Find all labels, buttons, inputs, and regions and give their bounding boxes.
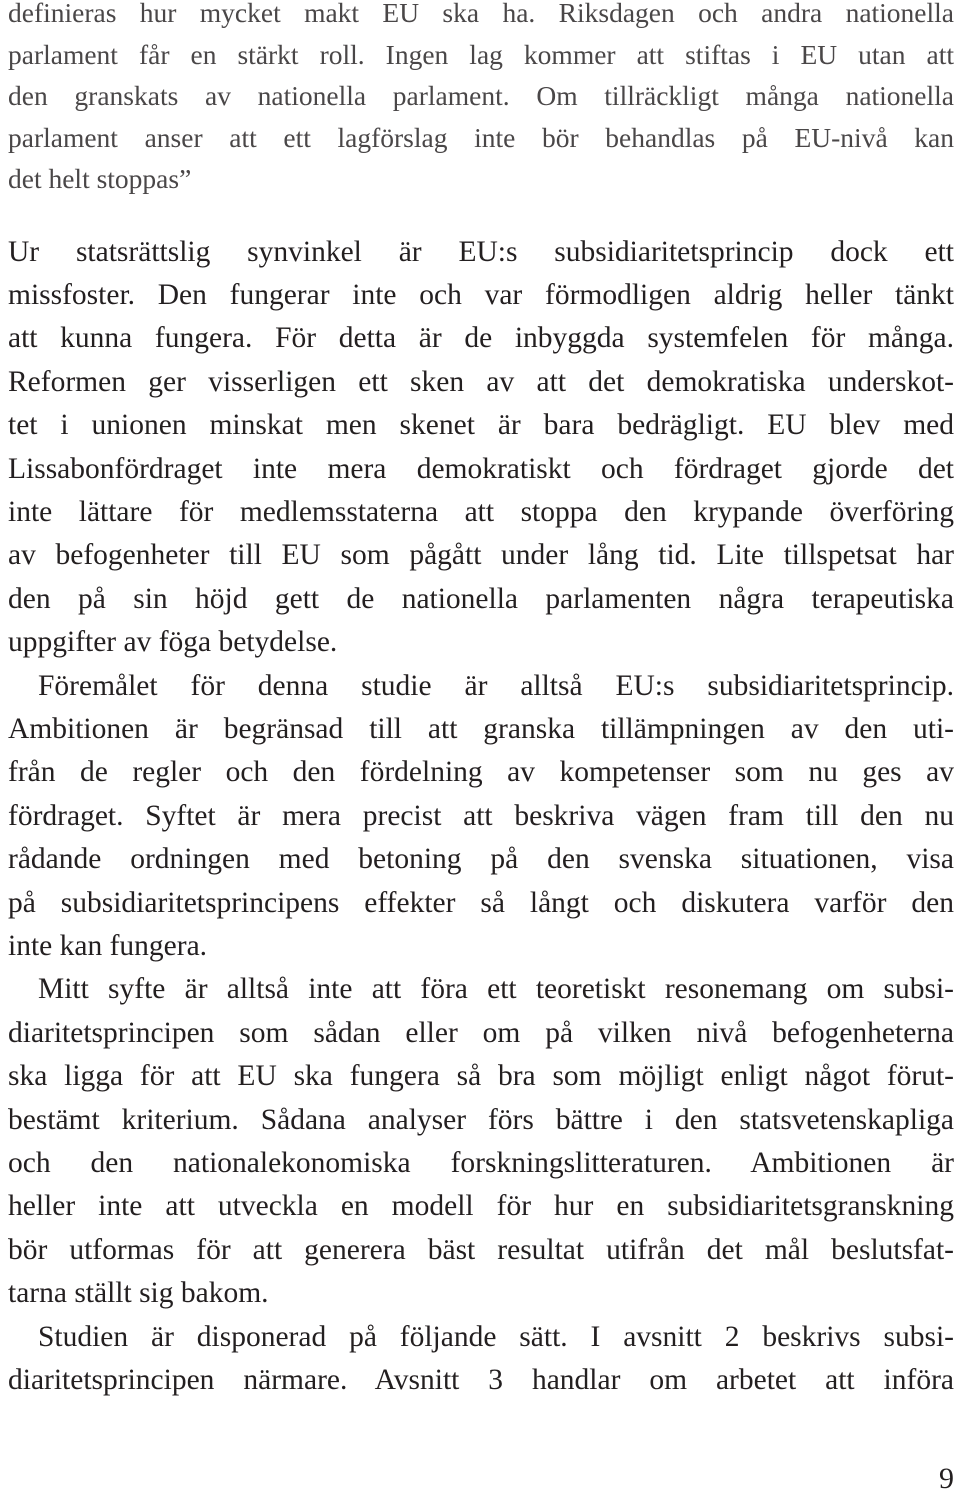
text-line: och den nationalekonomiska forskningslitteraturen. Ambitionen är [8,1147,954,1180]
text-line: heller inte att utveckla en modell för hur en subsidiaritetsgranskning [8,1190,954,1223]
document-page [8,0,954,1402]
paragraph [8,968,954,1315]
text-line: Ambitionen är begränsad till att granska tillämpningen av den uti- [8,712,954,745]
text-line: missfoster. Den fungerar inte och var förmodligen aldrig heller tänkt [8,278,954,311]
text-line: att kunna fungera. För detta är de inbyggda systemfelen för många. [8,322,954,355]
paragraph [8,665,954,969]
text-line: från de regler och den fördelning av kompetenser som nu ges av [8,756,954,789]
block-quote [8,0,954,200]
text-line: Lissabonfördraget inte mera demokratiskt och fördraget gjorde det [8,452,954,485]
quote-line: parlament får en stärkt roll. Ingen lag kommer att stiftas i EU utan att [8,38,954,70]
paragraph [8,231,954,665]
text-line: på subsidiaritetsprincipens effekter så långt och diskutera varför den [8,886,954,919]
text-line: av befogenheter till EU som pågått under lång tid. Lite tillspetsat har [8,539,954,572]
text-line: bör utformas för att generera bäst resultat utifrån det mål beslutsfat- [8,1233,954,1266]
text-line: ska ligga för att EU ska fungera så bra som möjligt enligt något förut- [8,1060,954,1093]
paragraph [8,1316,954,1403]
quote-line: definieras hur mycket makt EU ska ha. Riksdagen och andra nationella [8,0,954,28]
text-line: diaritetsprincipen som sådan eller om på vilken nivå befogenheterna [8,1016,954,1049]
text-line: Studien är disponerad på följande sätt. I avsnitt 2 beskrivs subsi- [38,1320,954,1353]
text-line: uppgifter av föga betydelse. [8,626,338,659]
text-line: tarna ställt sig bakom. [8,1277,269,1310]
body-text [8,231,954,1403]
text-line: tet i unionen minskat men skenet är bara bedrägligt. EU blev med [8,409,954,442]
text-line: fördraget. Syftet är mera precist att beskriva vägen fram till den nu [8,799,954,832]
text-line: inte lättare för medlemsstaterna att stoppa den krypande överföring [8,495,954,528]
text-line: rådande ordningen med betoning på den svenska situationen, visa [8,843,954,876]
text-line: Reformen ger visserligen ett sken av att det demokratiska underskot- [8,365,954,398]
quote-line: parlament anser att ett lagförslag inte bör behandlas på EU-nivå kan [8,121,954,153]
text-line: den på sin höjd gett de nationella parlamenten några terapeutiska [8,582,954,615]
page-number: 9 [939,1462,954,1495]
text-line: Mitt syfte är alltså inte att föra ett teoretiskt resonemang om subsi- [38,973,954,1006]
text-line: Ur statsrättslig synvinkel är EU:s subsidiaritetsprincip dock ett [8,235,954,268]
text-line: inte kan fungera. [8,930,208,962]
text-line: Föremålet för denna studie är alltså EU:s subsidiaritetsprincip. [38,669,954,702]
quote-line: den granskats av nationella parlament. Om tillräckligt många nationella [8,80,954,111]
text-line: bestämt kriterium. Sådana analyser förs bättre i den statsvetenskapliga [8,1103,954,1136]
text-line: diaritetsprincipen närmare. Avsnitt 3 handlar om arbetet att införa [8,1364,954,1397]
quote-line: det helt stoppas” [8,163,192,194]
